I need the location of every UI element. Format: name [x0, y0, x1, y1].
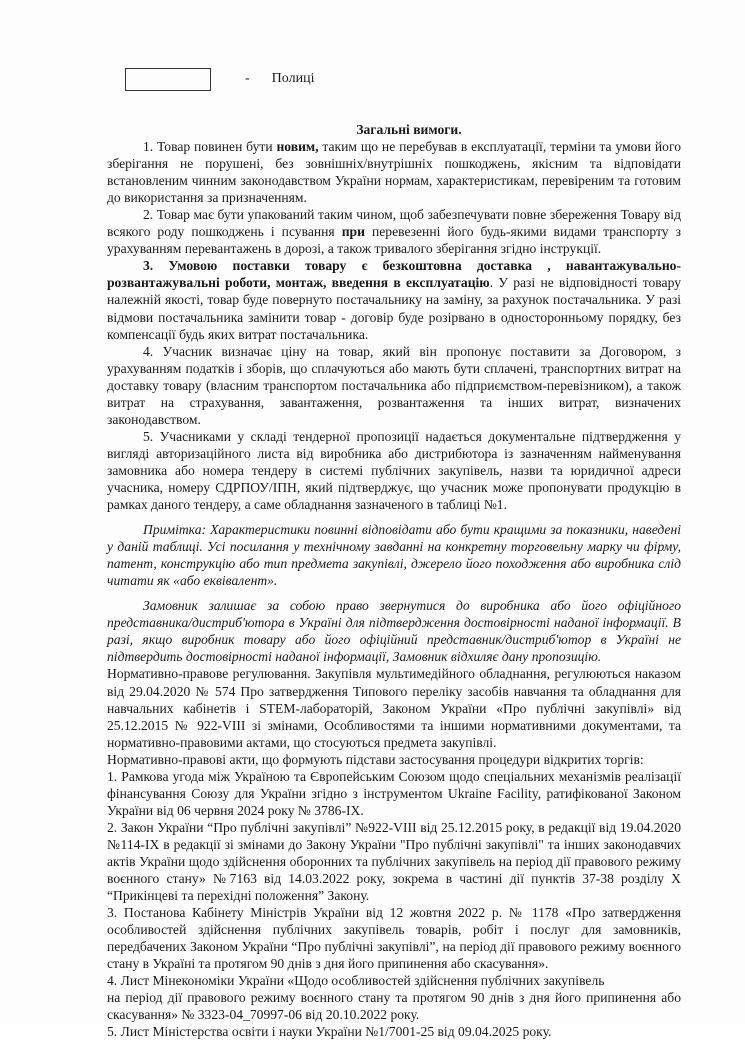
requirement-text: Товар має бути упакований таким чином, щоб забезпечувати повне збереження Товару від всякого роду пошкоджень і псування	[107, 207, 682, 240]
requirement-text: Учасниками у складі тендерної пропозиції надається документальне підтвердження у вигляді авторизаційного листа від виробника або дистрибютора із зазначенням найменування замовника або номера тендеру в системі публічних закупівель, назви та юридичної адреси учасника, номеру СДРПОУ/ІПН, який підтверджує, що учасник може пропонувати продукцію в рамках даного тендеру, а саме обладнання зазначеного в таблиці №1.	[107, 428, 681, 513]
acts-heading: Нормативно-правові акти, що формують підстави застосування процедури відкритих торгів:	[107, 751, 644, 767]
act-item-4-line1: 4. Лист Мінекономіки України «Щодо особливостей здійснення публічних закупівель	[107, 973, 605, 989]
requirement-number: 1.	[143, 139, 158, 155]
act-item-4-line2: на період дії правового режиму воєнного стану та протягом 90 днів з дня його припинення або скасування» № 3323-04_70997-06 від 20.10.2022 року.	[107, 990, 681, 1023]
requirement-1	[107, 138, 681, 206]
act-item-5: 5. Лист Міністерства освіти і науки України №1/7001-25 від 09.04.2025 року.	[107, 1024, 552, 1040]
document-body	[107, 121, 681, 1040]
requirement-number: 4.	[143, 343, 163, 359]
legend-label: Полиці	[271, 71, 315, 86]
regulation-paragraph: Нормативно-правове регулювання. Закупівля мультимедійного обладнання, регулюються наказом від 29.04.2020 № 574 Про затвердження Типового переліку засобів навчання та обладнання для навчальних кабінетів і STEM-лабораторій, Законом України «Про публічні закупівлі» від 25.12.2015 № 922-VIII зі змінами, Особливостями та іншими нормативними документами, та нормативно-правовими актами, що стосуються предмета закупівлі.	[107, 666, 681, 750]
requirement-text: Учасник визначає ціну на товар, який він пропонує поставити за Договором, з урахуванням податків і зборів, що сплачуються або мають бути сплачені, транспортних витрат на доставку товару (власним транспортом постачальника або підприємством-перевізником), а також витрат на страхування, завантаження, розвантаження та інших витрат, визначених законодавством.	[107, 343, 682, 427]
requirement-emphasis: новим,	[276, 139, 319, 155]
requirement-4	[107, 343, 681, 428]
requirement-emphasis: при	[341, 224, 365, 240]
requirement-number: 2.	[143, 207, 157, 223]
legend-box	[125, 68, 211, 91]
requirement-number: 3.	[143, 258, 169, 274]
note-paragraph: Примітка: Характеристики повинні відповідати або бути кращими за показники, наведені у даній таблиці. Усі посилання у технічному завданні на конкретну торговельну марку чи фірму, патент, конструкцію або тип предмета закупівлі, джерело його походження або виробника слід читати як «або еквівалент».	[107, 522, 681, 589]
requirement-text: . У разі не відповідності товару належній якості, товар буде повернуто постачальнику на заміну, за рахунок постачальника. У разі відмови постачальника замінити товар - договір буде розірвано в односторонньому порядку, без компенсації будь яких витрат постачальника.	[107, 275, 681, 342]
act-item-4	[107, 972, 681, 1023]
act-item-2: 2. Закон України “Про публічні закупівлі” №922-VIII від 25.12.2015 року, в редакції від 19.04.2020 №114-IX в редакції зі змінами до Закону України "Про публічні закупівлі" та інших законодавчих актів України щодо здійснення оборонних та публічних закупівель на період дії правового режиму воєнного стану» №7163 від 14.03.2022 року, зокрема в частині дії пунктів 37-38 розділу X “Прикінцеві та перехідні положення” Закону.	[107, 819, 681, 904]
requirement-text: Товар повинен бути	[157, 139, 277, 155]
act-item-3: 3. Постанова Кабінету Міністрів України від 12 жовтня 2022 р. № 1178 «Про затвердження особливостей здійснення публічних закупівель товарів, робіт і послуг для замовників, передбачених Законом України “Про публічні закупівлі”, на період дії правового режиму воєнного стану в Україні та протягом 90 днів з дня його припинення або скасування».	[107, 905, 681, 972]
requirement-text: таким що не перебував в експлуатації, терміни та умови його зберігання не порушені, без зовнішніх/внутрішніх пошкоджень, якісним та відповідати встановленим чинним законодавством України нормам, характеристикам, перевіреним та готовим до використання за призначенням.	[107, 139, 681, 206]
legend-dash: -	[245, 71, 250, 86]
requirement-number: 5.	[143, 428, 160, 444]
requirement-3	[107, 257, 681, 342]
requirement-5	[107, 428, 681, 513]
act-item-1: 1. Рамкова угода між Україною та Європейським Союзом щодо спеціальних механізмів реалізації фінансування Союзу для України згідно з інструментом Ukraine Facility, ратифікованої Законом України від 06 червня 2024 року № 3786-IX.	[107, 768, 681, 818]
customer-right-paragraph: Замовник залишає за собою право звернутися до виробника або його офіційного представника/дистриб'ютора в Україні для підтвердження достовірності наданої інформації. В разі, якщо виробник товару або його офіційний представник/дистриб'ютор в Україні не підтвердить достовірності наданої інформації, Замовник відхиляє дану пропозицію.	[107, 598, 681, 665]
section-title: Загальні вимоги.	[356, 122, 462, 137]
legend-row	[125, 66, 314, 92]
requirement-2	[107, 206, 681, 257]
requirement-emphasis: Умовою поставки товару є безкоштовна доставка , навантажувально-розвантажувальні роботи, монтаж, введення в експлуатацію	[107, 258, 681, 291]
requirement-text: перевезенні його будь-якими видами транспорту з урахуванням перевантажень в дорозі, а також тривалого зберігання згідно інструкції.	[107, 224, 681, 257]
